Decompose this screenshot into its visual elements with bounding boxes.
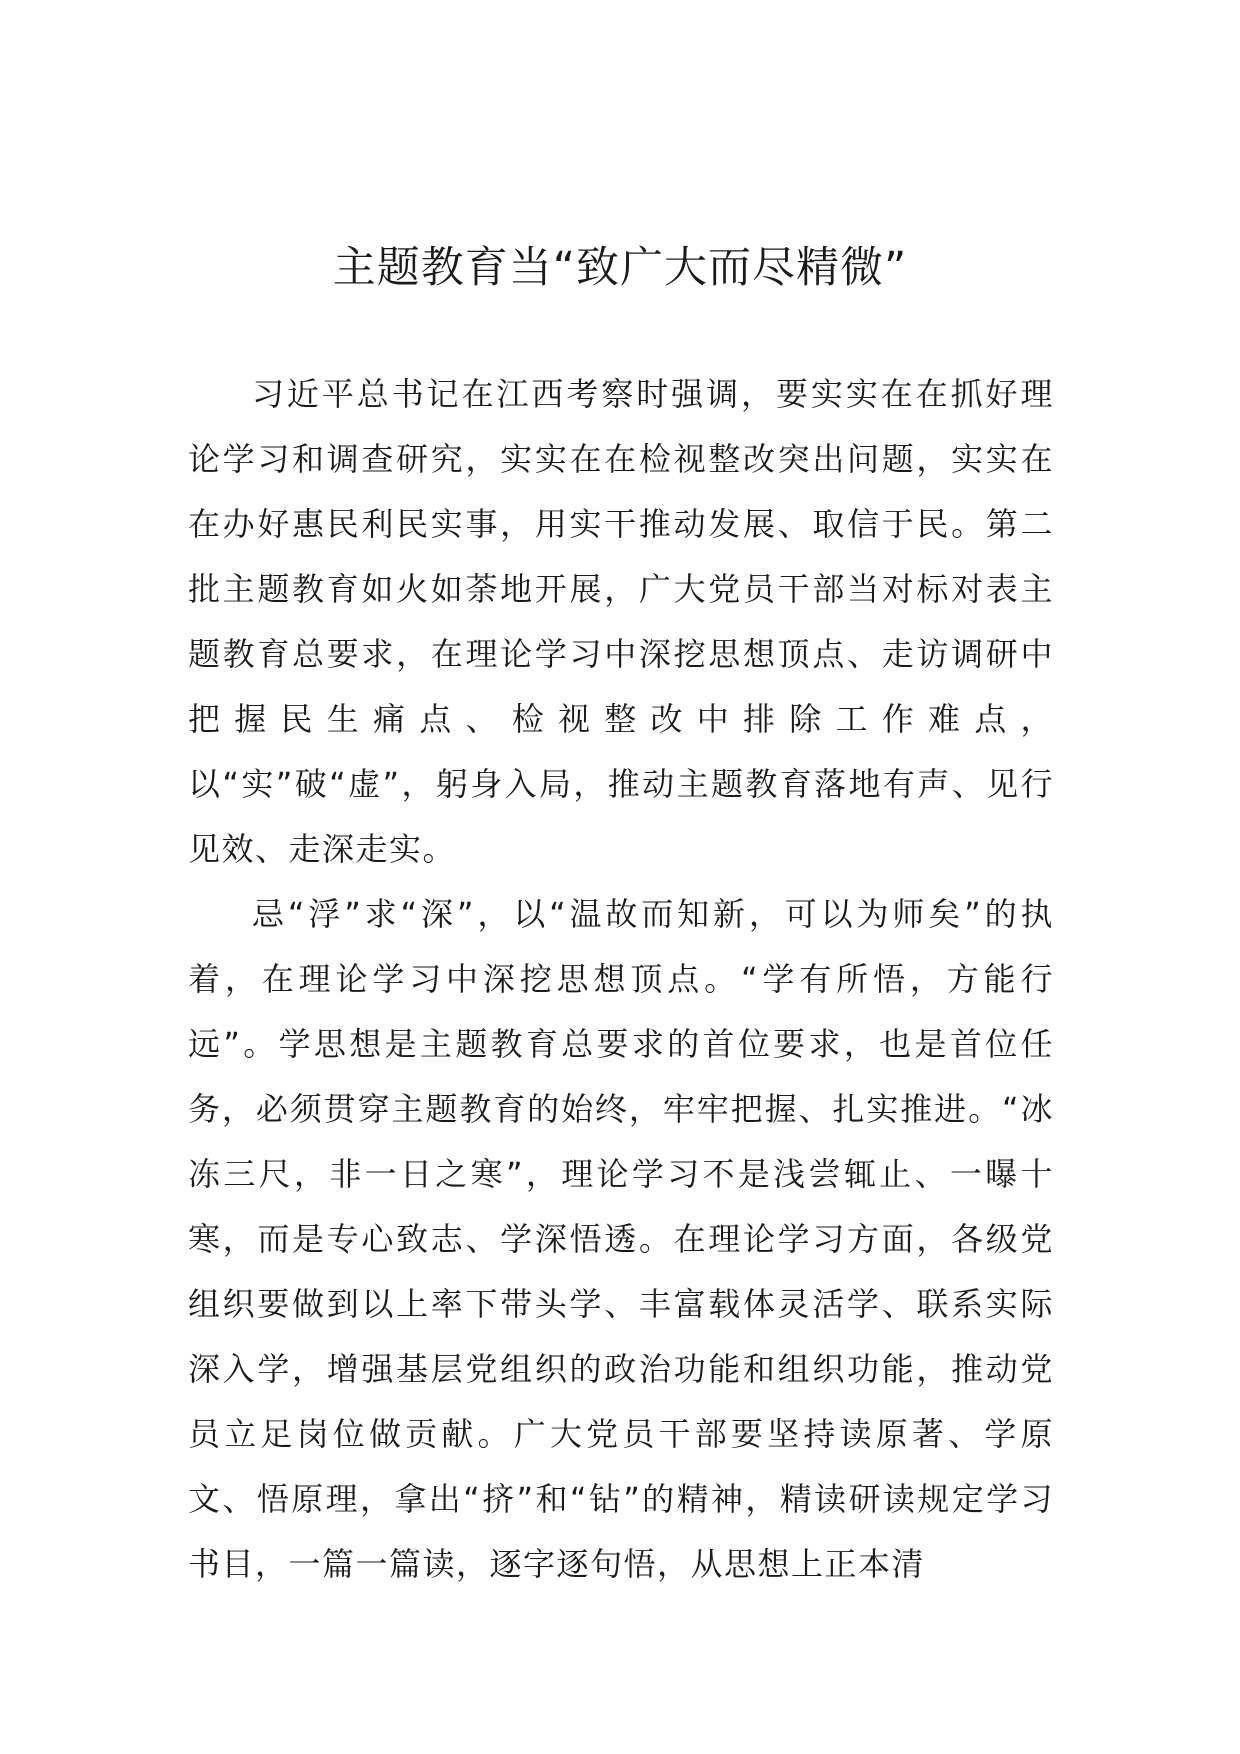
paragraph-1: 习近平总书记在江西考察时强调，要实实在在抓好理论学习和调查研究，实实在在检视整改突出问题，实实在在办好惠民利民实事，用实干推动发展、取信于民。第二批主题教育如火如荼地开展，广大党员干部当对标对表主题教育总要求，在理论学习中深挖思想顶点、走访调研中把握民生痛点、检视整改中排除工作难点，以“实”破“虚”，躬身入局，推动主题教育落地有声、见行见效、走深走实。 <box>188 375 1054 868</box>
document-title: 主题教育当“致广大而尽精微” <box>332 243 908 293</box>
paragraph-2: 忌“浮”求“深”，以“温故而知新，可以为师矣”的执着，在理论学习中深挖思想顶点。“学有所悟，方能行远”。学思想是主题教育总要求的首位要求，也是首位任务，必须贯穿主题教育的始终，牢牢把握、扎实推进。“冰冻三尺，非一日之寒”，理论学习不是浅尝辄止、一曝十寒，而是专心致志、学深悟透。在理论学习方面，各级党组织要做到以上率下带头学、丰富载体灵活学、联系实际深入学，增强基层党组织的政治功能和组织功能，推动党员立足岗位做贡献。广大党员干部要坚持读原著、学原文、悟原理，拿出“挤”和“钻”的精神，精读研读规定学习书目，一篇一篇读，逐字逐句悟，从思想上正本清 <box>188 895 1054 1583</box>
document-body <box>188 362 1054 1597</box>
